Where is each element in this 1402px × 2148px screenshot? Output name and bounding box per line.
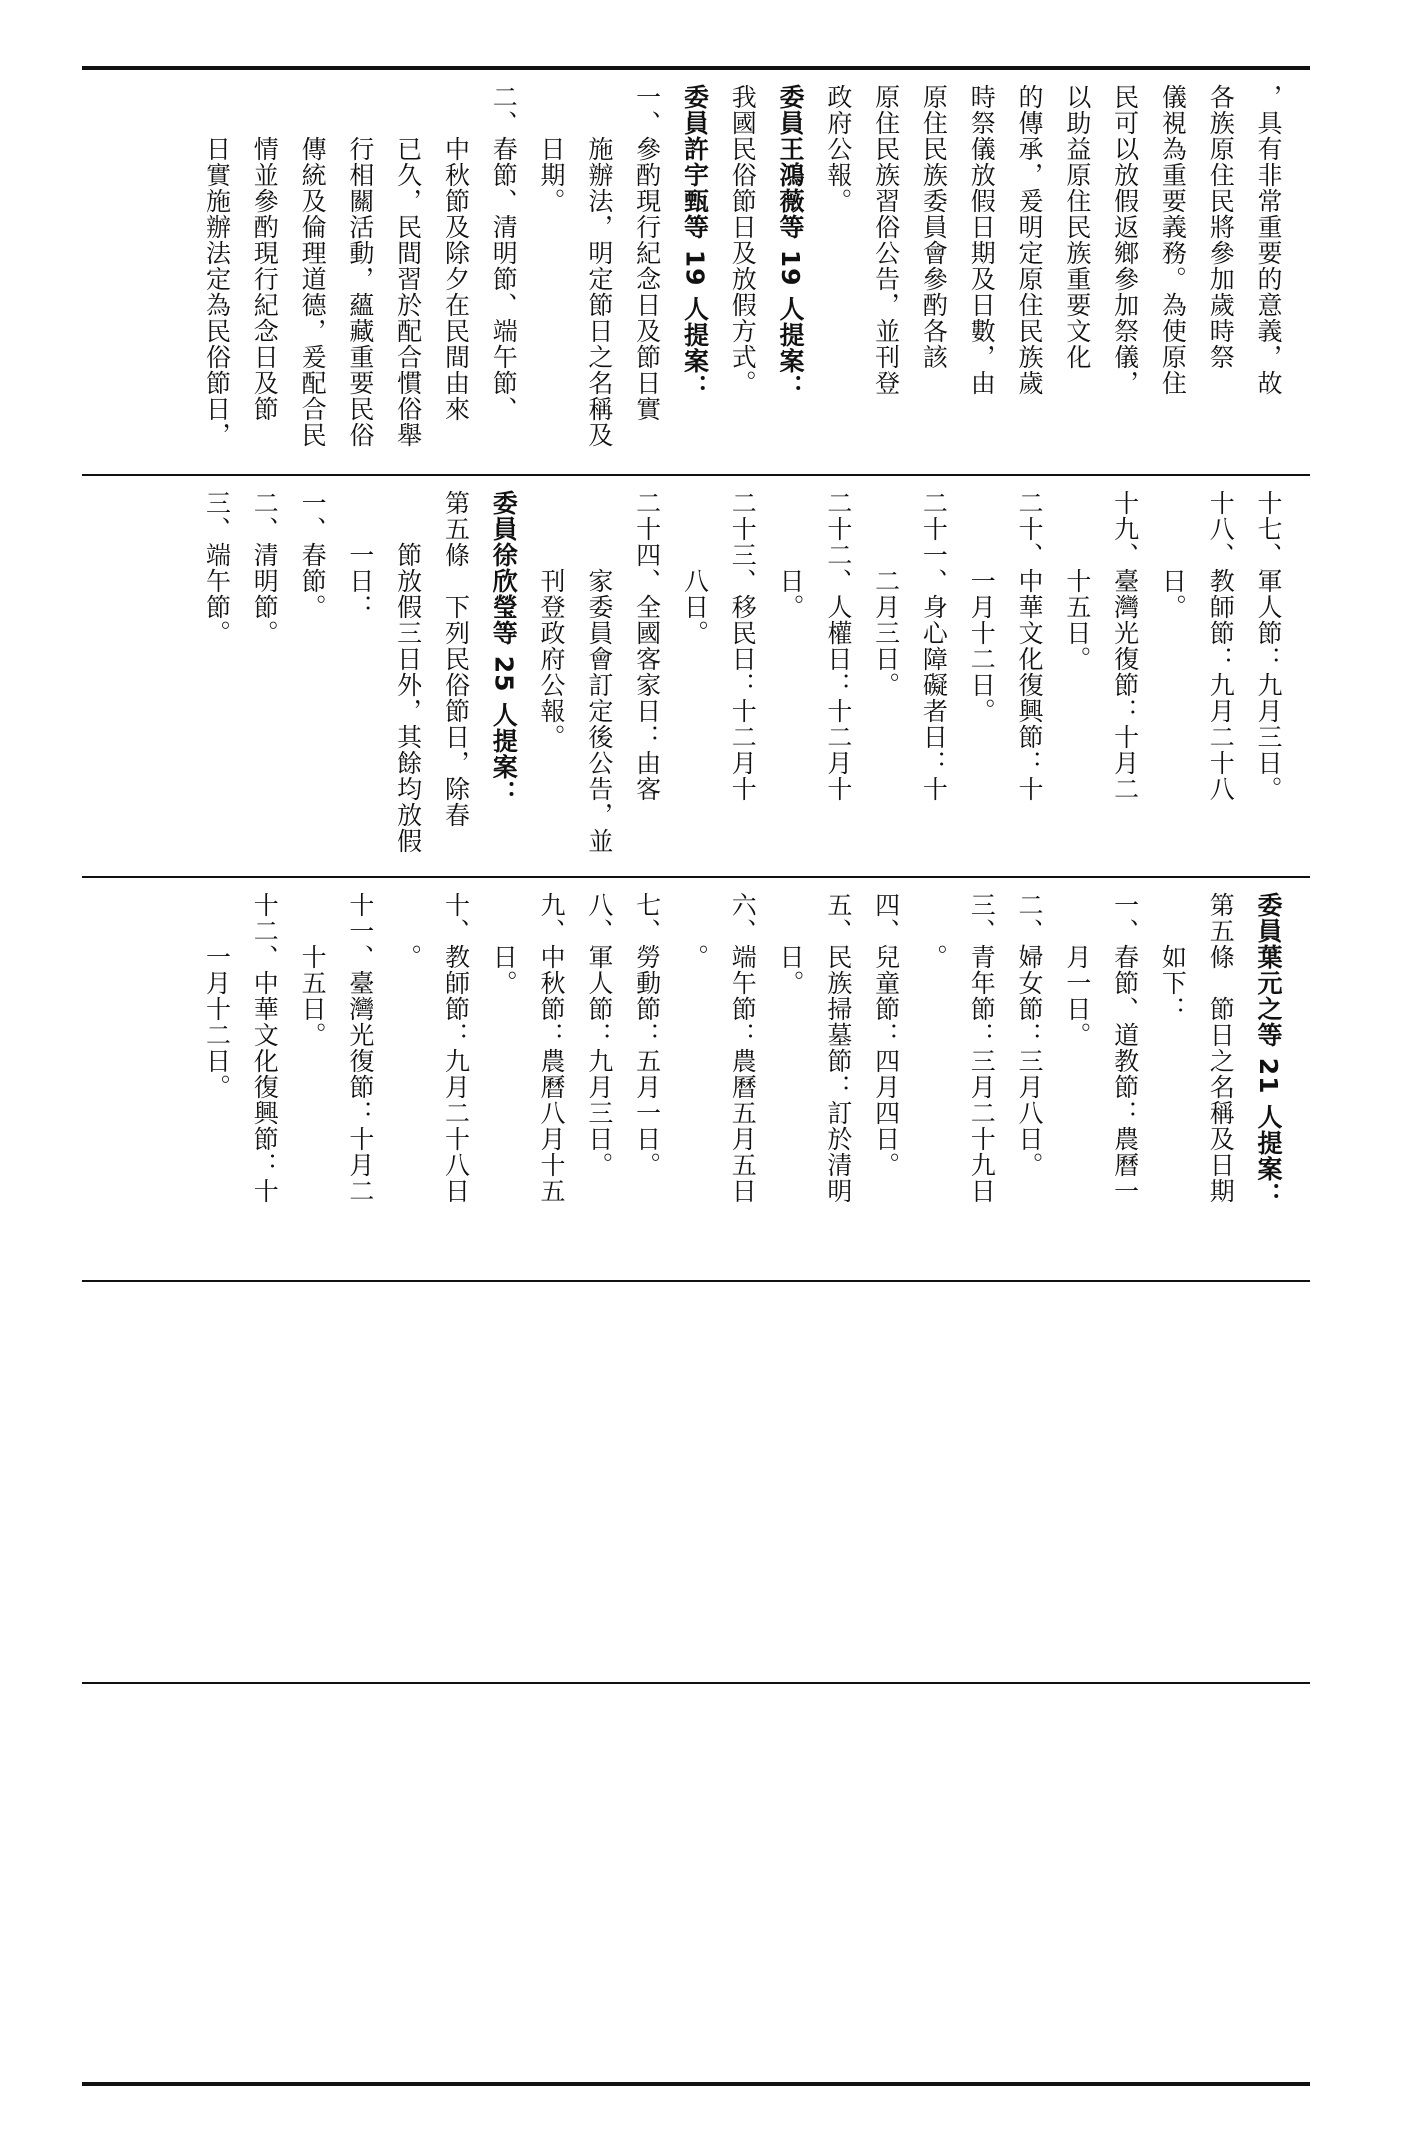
text-line: 一、春節、道教節：農曆一 xyxy=(1110,892,1140,1204)
text-line: 行相關活動，蘊藏重要民俗 xyxy=(345,84,375,448)
text-line: 十七、軍人節：九月三日。 xyxy=(1254,490,1283,802)
text-line: 三、青年節：三月二十九日 xyxy=(967,892,997,1204)
text-line: 一、參酌現行紀念日及節日實 xyxy=(632,84,662,422)
text-line: 二十三、移民日：十二月十 xyxy=(728,490,758,802)
text-line: 一、春節。 xyxy=(298,490,328,620)
section-top-text xyxy=(112,84,1292,462)
section-middle xyxy=(82,476,1310,876)
text-line: 一月十二日。 xyxy=(202,892,232,1100)
section-bottom xyxy=(82,878,1310,1280)
proposal-heading: 委員葉元之等 21 人提案： xyxy=(1254,892,1283,1209)
text-line: 十八、教師節：九月二十八 xyxy=(1206,490,1236,802)
text-line: 四、兒童節：四月四日。 xyxy=(871,892,901,1178)
text-line: 傳統及倫理道德，爰配合民 xyxy=(298,84,328,448)
text-line: 十五日。 xyxy=(1062,490,1092,672)
section-empty-2 xyxy=(82,1684,1310,2082)
text-line: 十九、臺灣光復節：十月二 xyxy=(1110,490,1140,802)
text-line: 節放假三日外，其餘均放假 xyxy=(393,490,423,854)
text-line: 二十一、身心障礙者日：十 xyxy=(919,490,949,802)
text-line: 一日： xyxy=(345,490,375,620)
text-line: 十二、中華文化復興節：十 xyxy=(250,892,280,1204)
text-line: 日期。 xyxy=(537,84,567,214)
text-line: 施辦法，明定節日之名稱及 xyxy=(584,84,614,448)
text-line: 政府公報。 xyxy=(823,84,853,214)
text-line: 各族原住民將參加歲時祭 xyxy=(1206,84,1236,370)
text-line: 十五日。 xyxy=(298,892,328,1048)
text-line: 八日。 xyxy=(680,490,710,646)
text-line: 日。 xyxy=(489,892,519,996)
text-line: 日。 xyxy=(1158,490,1188,620)
text-line: 。 xyxy=(393,892,423,970)
text-line: 刊登政府公報。 xyxy=(537,490,567,750)
section-empty-1 xyxy=(82,1282,1310,1682)
section-bottom-text xyxy=(112,892,1292,1268)
text-line: 我國民俗節日及放假方式。 xyxy=(728,84,758,396)
text-line: 如下： xyxy=(1158,892,1188,1022)
text-line: 九、中秋節：農曆八月十五 xyxy=(537,892,567,1204)
text-line: ，具有非常重要的意義，故 xyxy=(1254,84,1283,396)
text-line: 民可以放假返鄉參加祭儀， xyxy=(1110,84,1140,396)
text-line: 三、端午節。 xyxy=(202,490,232,646)
text-line: 時祭儀放假日期及日數，由 xyxy=(967,84,997,396)
text-line: 家委員會訂定後公告，並 xyxy=(584,490,614,854)
proposal-heading: 委員徐欣瑩等 25 人提案： xyxy=(489,490,519,807)
text-line: 第五條 下列民俗節日，除春 xyxy=(441,490,471,828)
text-line: 日。 xyxy=(776,892,806,996)
text-line: 二、春節、清明節、端午節、 xyxy=(489,84,519,422)
text-line: 已久，民間習於配合慣俗舉 xyxy=(393,84,423,448)
text-line: 二、清明節。 xyxy=(250,490,280,646)
text-line: 五、民族掃墓節：訂於清明 xyxy=(823,892,853,1204)
bottom-border-rule xyxy=(82,2082,1310,2086)
text-line: 中秋節及除夕在民間由來 xyxy=(441,84,471,422)
text-line: 二十四、全國客家日：由客 xyxy=(632,490,662,802)
section-top xyxy=(82,70,1310,474)
text-line: 月一日。 xyxy=(1062,892,1092,1048)
text-line: 六、端午節：農曆五月五日 xyxy=(728,892,758,1204)
text-line: 日。 xyxy=(776,490,806,620)
text-line: 二十二、人權日：十二月十 xyxy=(823,490,853,802)
text-line: 情並參酌現行紀念日及節 xyxy=(250,84,280,422)
section-middle-text xyxy=(112,490,1292,864)
text-line: 七、勞動節：五月一日。 xyxy=(632,892,662,1178)
text-line: 儀視為重要義務。為使原住 xyxy=(1158,84,1188,396)
text-line: 十一、臺灣光復節：十月二 xyxy=(345,892,375,1204)
text-line: 一月十二日。 xyxy=(967,490,997,724)
text-line: 以助益原住民族重要文化 xyxy=(1062,84,1092,370)
text-line: 八、軍人節：九月三日。 xyxy=(584,892,614,1178)
proposal-heading: 委員王鴻薇等 19 人提案： xyxy=(776,84,806,401)
text-line: 的傳承，爰明定原住民族歲 xyxy=(1015,84,1045,396)
text-line: 原住民族委員會參酌各該 xyxy=(919,84,949,370)
text-line: 日實施辦法定為民俗節日， xyxy=(202,84,232,448)
text-line: 二十、中華文化復興節：十 xyxy=(1015,490,1045,802)
proposal-heading: 委員許宇甄等 19 人提案： xyxy=(680,84,710,401)
text-line: 二、婦女節：三月八日。 xyxy=(1015,892,1045,1178)
text-line: 第五條 節日之名稱及日期 xyxy=(1206,892,1236,1204)
text-line: 原住民族習俗公告，並刊登 xyxy=(871,84,901,396)
text-line: 十、教師節：九月二十八日 xyxy=(441,892,471,1204)
text-line: 二月三日。 xyxy=(871,490,901,698)
text-line: 。 xyxy=(680,892,710,970)
text-line: 。 xyxy=(919,892,949,970)
